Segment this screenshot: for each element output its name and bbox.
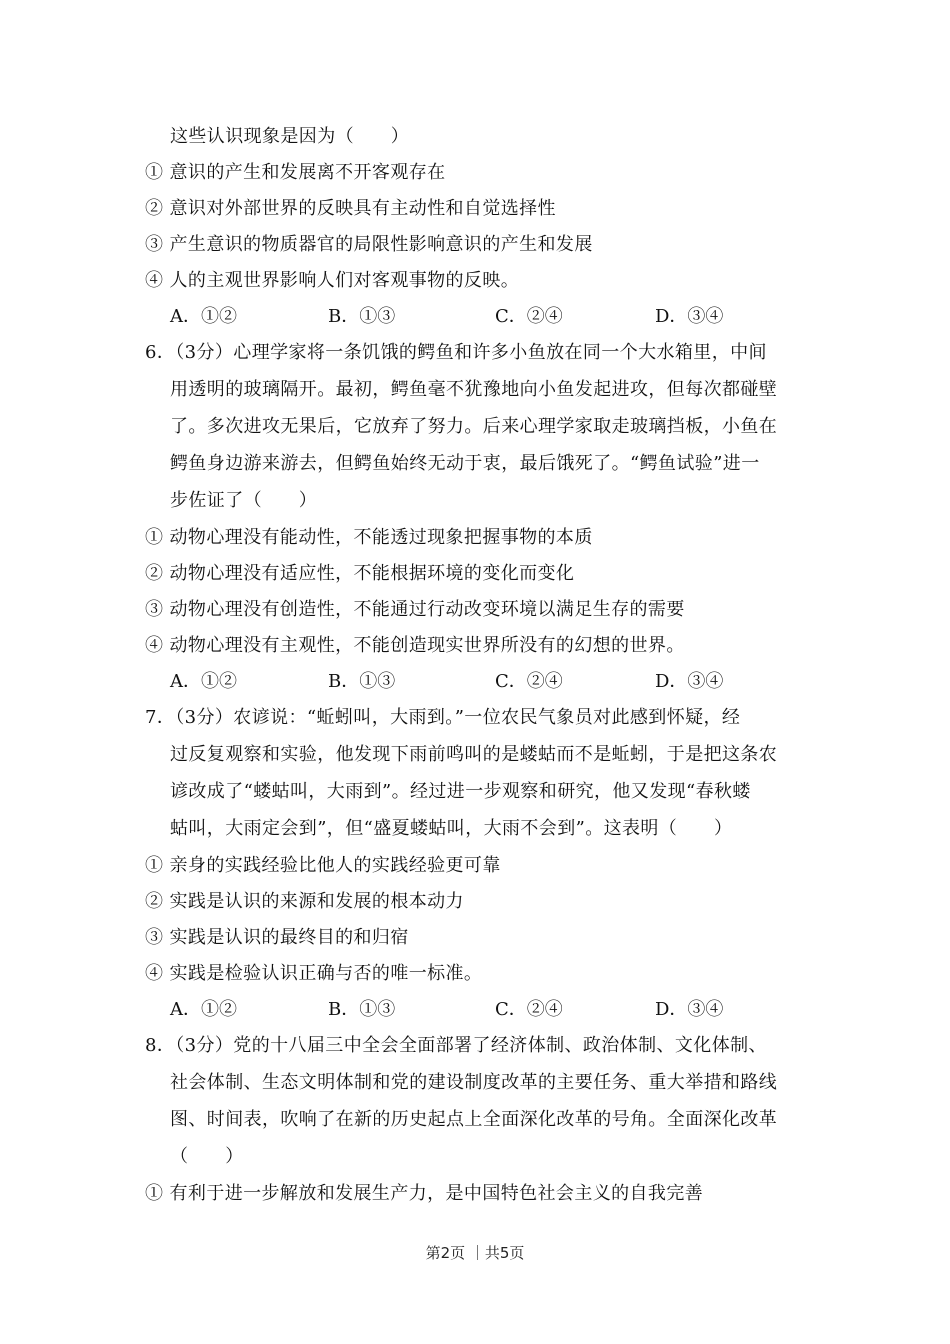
q6-choice-a[interactable]: A．①② [170,671,237,692]
q7-stem-line-1: 7．（3分）农谚说：“蚯蚓叫，大雨到。”一位农民气象员对此感到怀疑，经 [145,707,741,728]
q7-stem-line-3: 谚改成了“蝼蛄叫，大雨到”。经过进一步观察和研究，他又发现“春秋蝼 [170,781,751,802]
q5-option-3: ③ 产生意识的物质器官的局限性影响意识的产生和发展 [145,234,593,255]
q6-stem-line-3: 了。多次进攻无果后，它放弃了努力。后来心理学家取走玻璃挡板，小鱼在 [170,416,778,437]
q7-option-2: ② 实践是认识的来源和发展的根本动力 [145,891,464,912]
q5-option-2: ② 意识对外部世界的反映具有主动性和自觉选择性 [145,198,556,219]
q6-choices [170,671,770,693]
q7-stem-line-2: 过反复观察和实验，他发现下雨前鸣叫的是蝼蛄而不是蚯蚓，于是把这条农 [170,744,778,765]
q8-stem-line-4: （ ） [170,1146,244,1167]
q5-choice-d[interactable]: D．③④ [655,306,724,327]
q6-stem-line-5: 步佐证了（ ） [170,490,318,511]
q7-option-4: ④ 实践是检验认识正确与否的唯一标准。 [145,963,483,984]
q7-option-3: ③ 实践是认识的最终目的和归宿 [145,927,409,948]
q5-choices [170,306,770,328]
q5-option-1: ① 意识的产生和发展离不开客观存在 [145,162,446,183]
q6-stem-line-1: 6．（3分）心理学家将一条饥饿的鳄鱼和许多小鱼放在同一个大水箱里，中间 [145,342,767,363]
q7-choice-c[interactable]: C．②④ [495,999,563,1020]
q7-choice-b[interactable]: B．①③ [328,999,396,1020]
q8-option-1: ① 有利于进一步解放和发展生产力，是中国特色社会主义的自我完善 [145,1183,704,1204]
q6-stem-line-4: 鳄鱼身边游来游去，但鳄鱼始终无动于衷，最后饿死了。“鳄鱼试验”进一 [170,453,760,474]
q5-choice-c[interactable]: C．②④ [495,306,563,327]
q8-stem-line-3: 图、时间表，吹响了在新的历史起点上全面深化改革的号角。全面深化改革 [170,1109,778,1130]
q6-option-1: ① 动物心理没有能动性，不能透过现象把握事物的本质 [145,527,593,548]
q5-option-4: ④ 人的主观世界影响人们对客观事物的反映。 [145,270,520,291]
q8-stem-line-2: 社会体制、生态文明体制和党的建设制度改革的主要任务、重大举措和路线 [170,1072,778,1093]
q6-choice-d[interactable]: D．③④ [655,671,724,692]
q5-choice-b[interactable]: B．①③ [328,306,396,327]
q7-choice-d[interactable]: D．③④ [655,999,724,1020]
q6-option-2: ② 动物心理没有适应性，不能根据环境的变化而变化 [145,563,575,584]
page-footer: 第2页 ｜共5页 [425,1244,525,1262]
q6-choice-c[interactable]: C．②④ [495,671,563,692]
q7-choice-a[interactable]: A．①② [170,999,237,1020]
q6-option-4: ④ 动物心理没有主观性，不能创造现实世界所没有的幻想的世界。 [145,635,685,656]
q6-choice-b[interactable]: B．①③ [328,671,396,692]
q7-choices [170,999,770,1021]
q8-stem-line-1: 8．（3分）党的十八届三中全会全面部署了经济体制、政治体制、文化体制、 [145,1035,767,1056]
q5-stem-end: 这些认识现象是因为（ ） [170,126,410,147]
q7-option-1: ① 亲身的实践经验比他人的实践经验更可靠 [145,855,501,876]
q6-stem-line-2: 用透明的玻璃隔开。最初，鳄鱼毫不犹豫地向小鱼发起进攻，但每次都碰壁 [170,379,778,400]
q5-choice-a[interactable]: A．①② [170,306,237,327]
q7-stem-line-4: 蛄叫，大雨定会到”，但“盛夏蝼蛄叫，大雨不会到”。这表明（ ） [170,818,733,839]
q6-option-3: ③ 动物心理没有创造性，不能通过行动改变环境以满足生存的需要 [145,599,685,620]
